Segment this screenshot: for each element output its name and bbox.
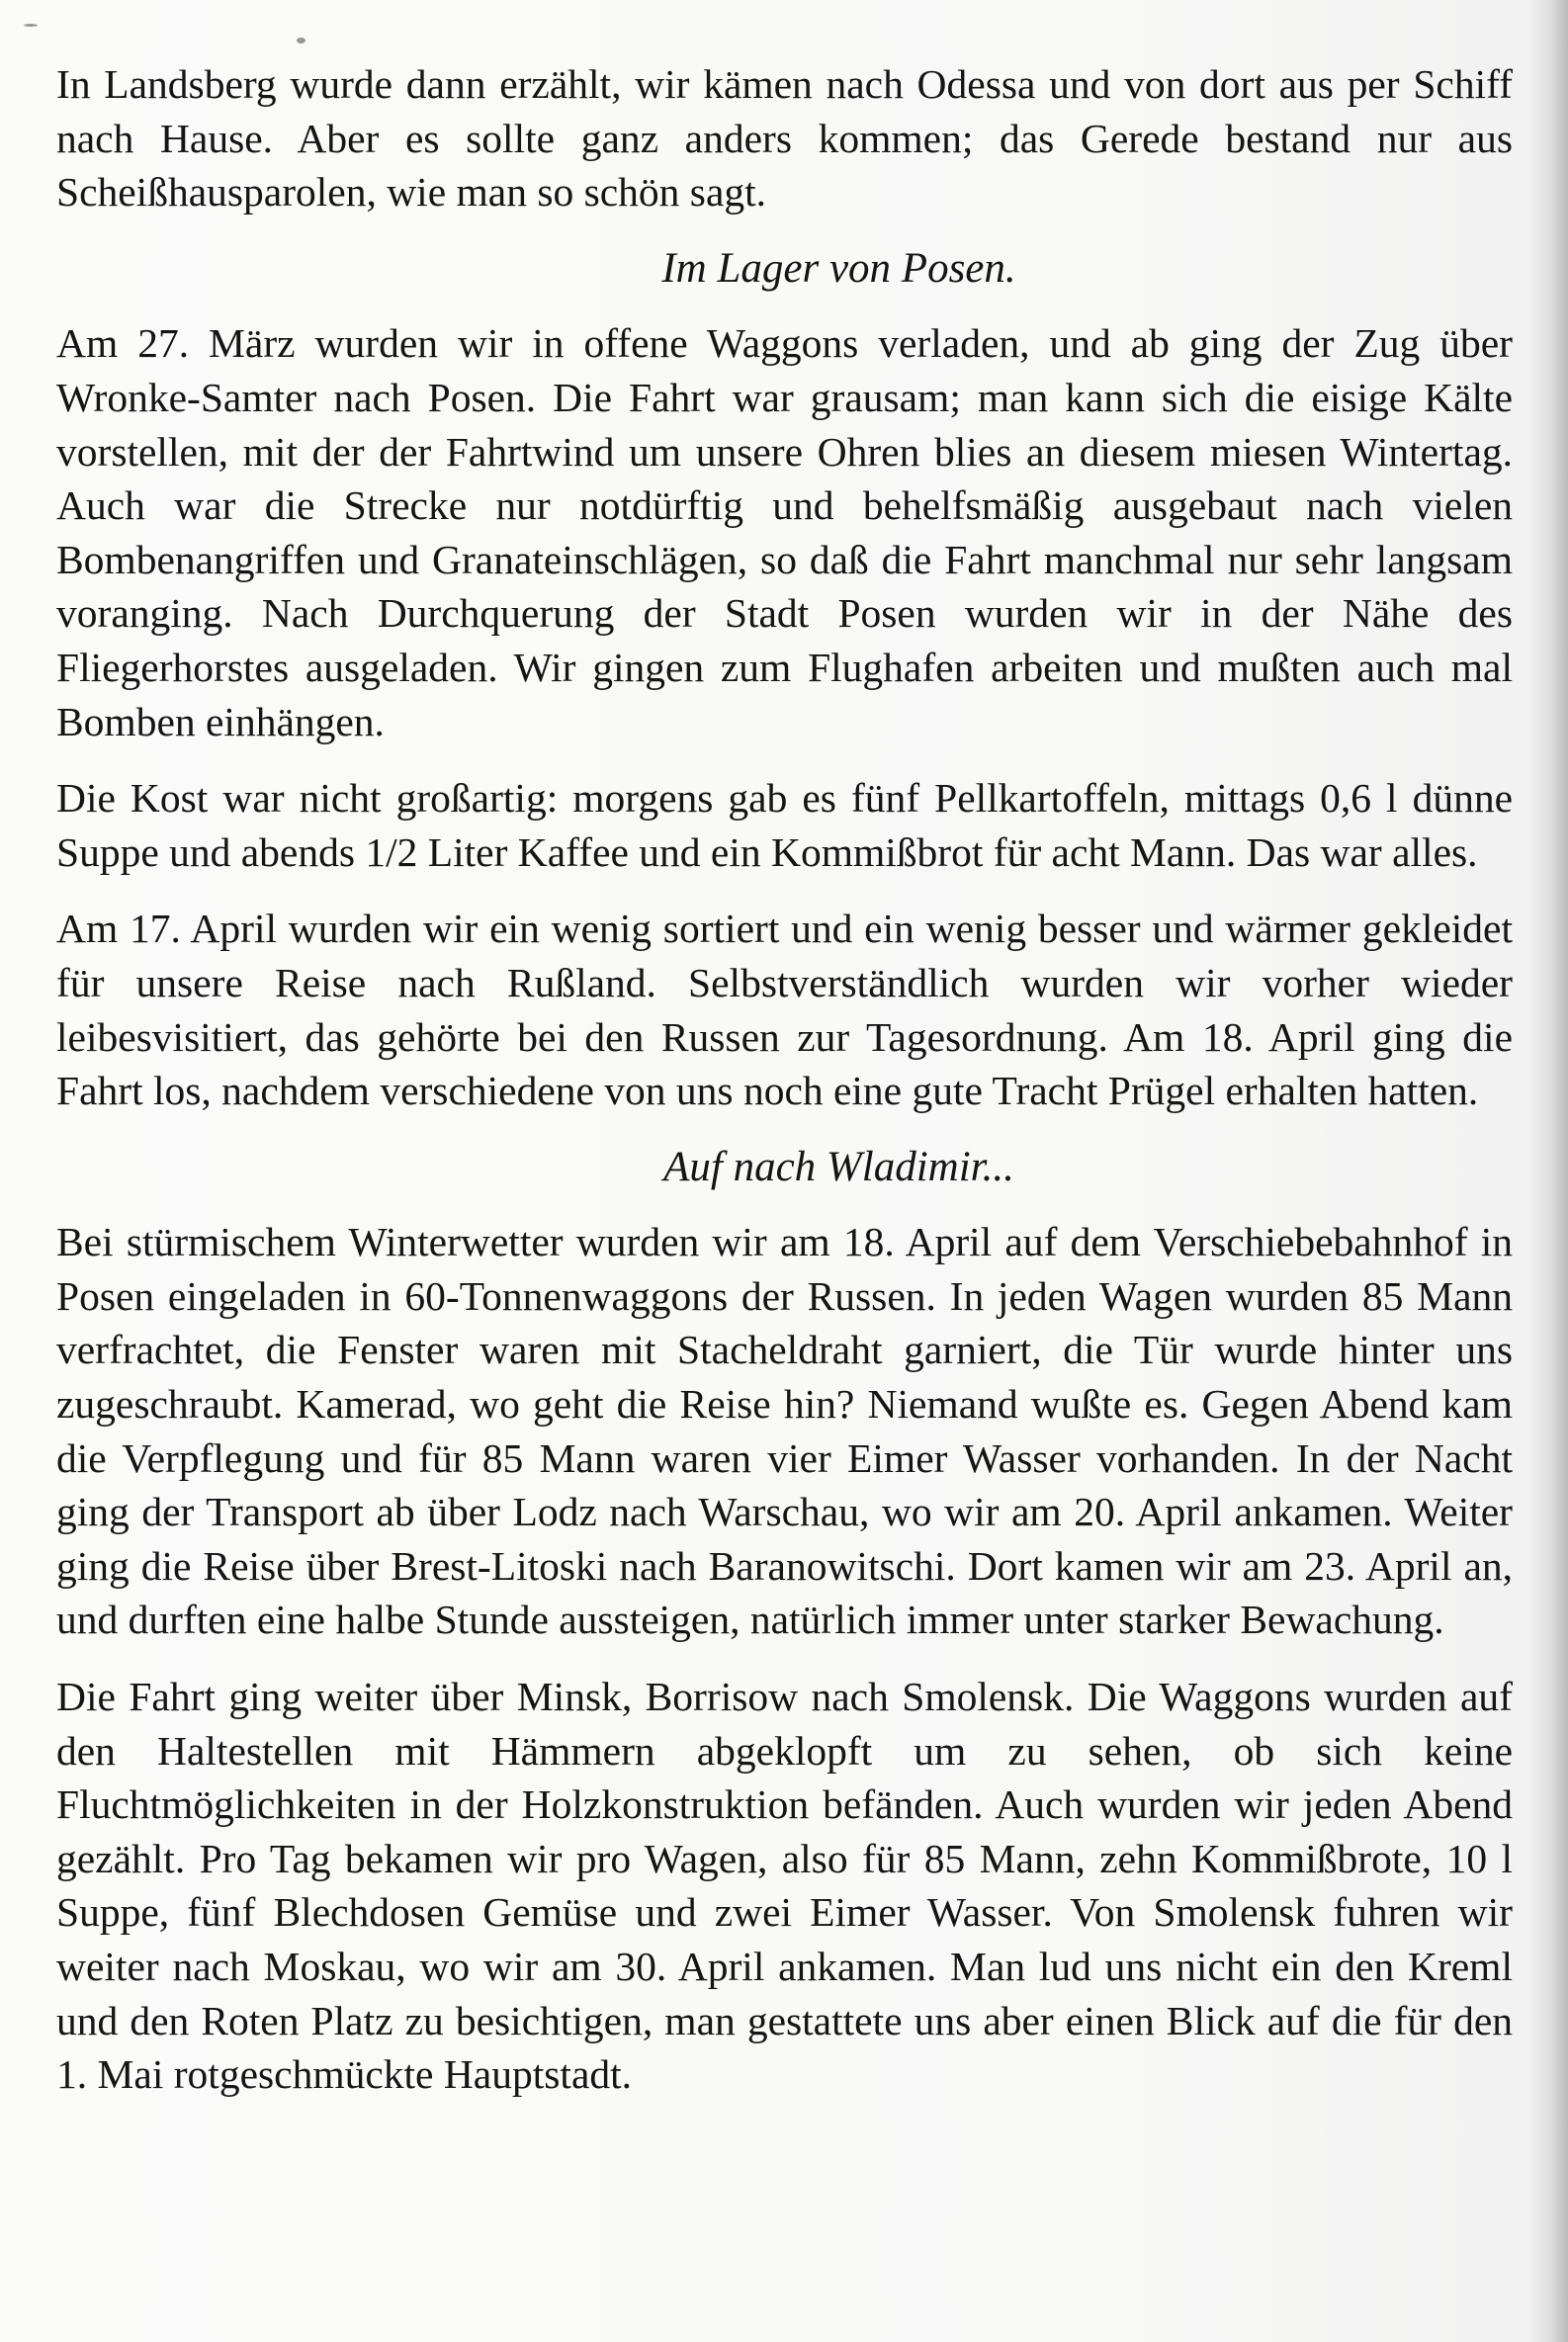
paragraph: Am 17. April wurden wir ein wenig sortiert und ein wenig besser und wärmer gekleidet für unsere Reise nach Rußland. Selbstverständlich wurden wir vorher wieder leibesvisitiert, das gehörte bei den Russen zur Tagesordnung. Am 18. April ging die Fahrt los, nachdem verschiedene von uns noch eine gute Tracht Prügel erhalten hatten. [56,906,1513,1114]
scan-speck [297,38,305,43]
section-heading-posen: Im Lager von Posen. [661,244,1016,292]
paragraph: Die Fahrt ging weiter über Minsk, Borrisow nach Smolensk. Die Waggons wurden auf den Haltestellen mit Hämmern abgeklopft um zu sehen, ob sich keine Fluchtmöglichkeiten in der Holzkonstruktion befänden. Auch wurden wir jeden Abend gezählt. Pro Tag bekamen wir pro Wagen, also für 85 Mann, zehn Kommißbrote, 10 l Suppe, fünf Blechdosen Gemüse und zwei Eimer Wasser. Von Smolensk fuhren wir weiter nach Moskau, wo wir am 30. April ankamen. Man lud uns nicht ein den Kreml und den Roten Platz zu besichtigen, man gestattete uns aber einen Blick auf die für den 1. Mai rotgeschmückte Hauptstadt. [56,1674,1513,2098]
paragraph: Am 27. März wurden wir in offene Waggons verladen, und ab ging der Zug über Wronke-Samter nach Posen. Die Fahrt war grausam; man kann sich die eisige Kälte vorstellen, mit der der Fahrtwind um unsere Ohren blies an diesem miesen Wintertag. Auch war die Strecke nur notdürftig und behelfsmäßig ausgebaut nach vielen Bombenangriffen und Granateinschlägen, so daß die Fahrt manchmal nur sehr langsam voranging. Nach Durchquerung der Stadt Posen wurden wir in der Nähe des Fliegerhorstes ausgeladen. Wir gingen zum Flughafen arbeiten und mußten auch mal Bomben einhängen. [56,320,1513,744]
paragraph: Bei stürmischem Winterwetter wurden wir am 18. April auf dem Verschiebebahnhof in Posen eingeladen in 60-Tonnenwaggons der Russen. In jeden Wagen wurden 85 Mann verfrachtet, die Fenster waren mit Stacheldraht garniert, die Tür wurde hinter uns zugeschraubt. Kamerad, wo geht die Reise hin? Niemand wußte es. Gegen Abend kam die Verpflegung und für 85 Mann waren vier Eimer Wasser vorhanden. In der Nacht ging der Transport ab über Lodz nach Warschau, wo wir am 20. April ankamen. Weiter ging die Reise über Brest-Litoski nach Baranowitschi. Dort kamen wir am 23. April an, und durften eine halbe Stunde aussteigen, natürlich immer unter starker Bewachung. [56,1219,1513,1643]
paragraph-intro: In Landsberg wurde dann erzählt, wir kämen nach Odessa und von dort aus per Schiff nach Hause. Aber es sollte ganz anders kommen; das Gerede bestand nur aus Scheißhausparolen, wie man so schön sagt. [56,61,1513,216]
page-edge-shadow [1528,0,1568,2342]
section-heading-wladimir: Auf nach Wladimir... [663,1143,1014,1190]
scan-speck [24,24,38,27]
paragraph: Die Kost war nicht großartig: morgens gab es fünf Pellkartoffeln, mittags 0,6 l dünne Suppe und abends 1/2 Liter Kaffee und ein Kommißbrot für acht Mann. Das war alles. [56,775,1513,875]
page-text [56,57,1513,2125]
